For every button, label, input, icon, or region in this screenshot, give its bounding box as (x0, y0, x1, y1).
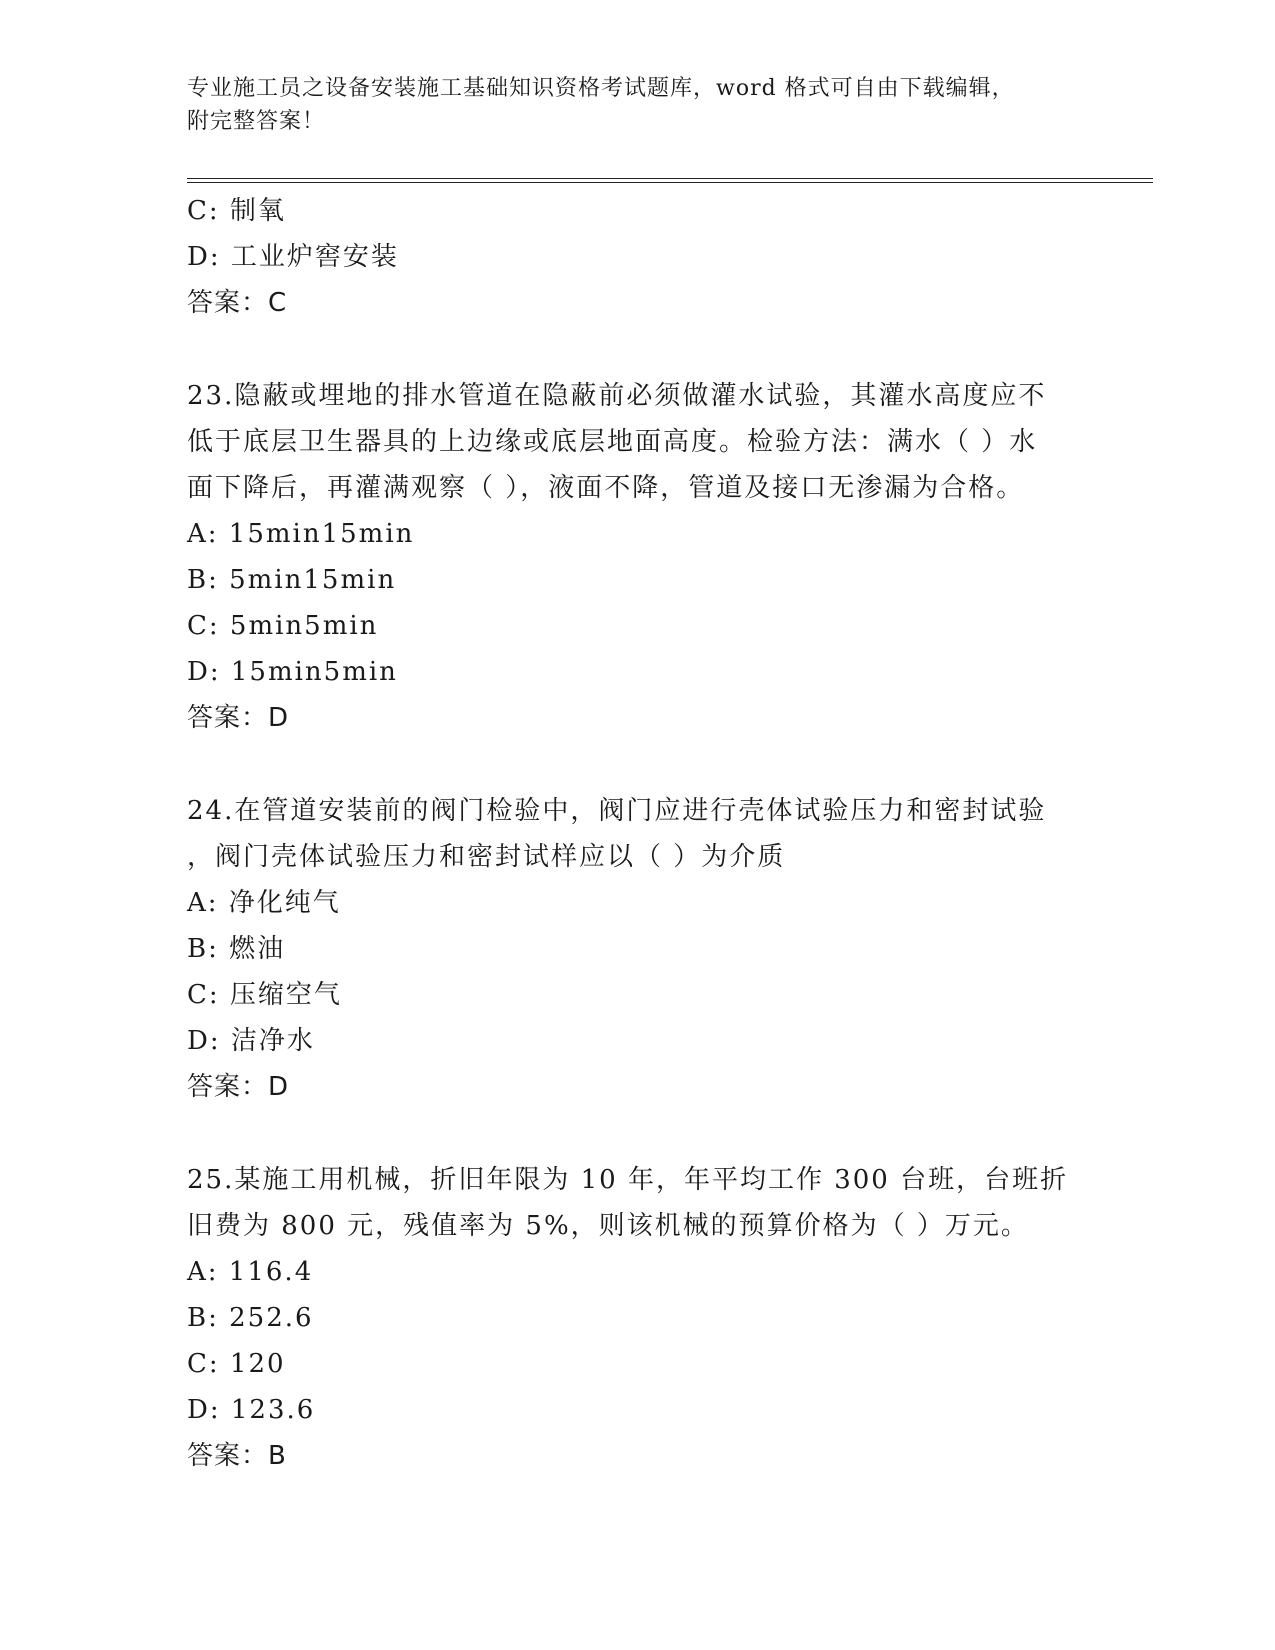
document-header (187, 72, 1067, 138)
option-b: B: 5min15min (187, 565, 397, 595)
question-text-line: 面下降后，再灌满观察（ ），液面不降，管道及接口无渗漏为合格。 (187, 473, 1025, 503)
option-b: B: 252.6 (187, 1303, 314, 1333)
option-d: D: 洁净水 (187, 1026, 315, 1056)
header-line-2: 附完整答案！ (187, 109, 326, 134)
option-a: A: 15min15min (187, 519, 415, 549)
question-list (187, 188, 1087, 1479)
option-d: D: 工业炉窖安装 (187, 242, 399, 272)
question-text-line: 23.隐蔽或埋地的排水管道在隐蔽前必须做灌水试验，其灌水高度应不 (187, 381, 1047, 411)
option-a: A: 116.4 (187, 1257, 314, 1287)
header-line-1: 专业施工员之设备安装施工基础知识资格考试题库，word 格式可自由下载编辑， (187, 76, 1015, 101)
option-c: C: 5min5min (187, 611, 379, 641)
question-text-line: 低于底层卫生器具的上边缘或底层地面高度。检验方法：满水（ ）水 (187, 427, 1038, 457)
answer-line: 答案：B (187, 1441, 287, 1471)
prev-question-block (187, 188, 1087, 326)
question-text-line: 旧费为 800 元，残值率为 5%，则该机械的预算价格为（ ）万元。 (187, 1211, 1029, 1241)
question-text (187, 373, 1067, 511)
question-text (187, 1157, 1067, 1249)
question-text-line: 25.某施工用机械，折旧年限为 10 年，年平均工作 300 台班，台班折 (187, 1165, 1069, 1195)
question-24 (187, 788, 1087, 1110)
option-d: D: 123.6 (187, 1395, 316, 1425)
question-text-line: 24.在管道安装前的阀门检验中，阀门应进行壳体试验压力和密封试验 (187, 796, 1047, 826)
question-text-line: ，阀门壳体试验压力和密封试样应以（ ）为介质 (187, 842, 786, 872)
option-c: C: 120 (187, 1349, 286, 1379)
header-divider-bottom (187, 182, 1153, 183)
option-c: C: 制氧 (187, 196, 286, 226)
answer-line: 答案：C (187, 288, 288, 318)
question-text (187, 788, 1067, 880)
option-c: C: 压缩空气 (187, 980, 342, 1010)
answer-line: 答案：D (187, 703, 290, 733)
question-25 (187, 1157, 1087, 1479)
option-b: B: 燃油 (187, 934, 286, 964)
option-d: D: 15min5min (187, 657, 398, 687)
option-a: A: 净化纯气 (187, 888, 341, 918)
question-23 (187, 373, 1087, 741)
answer-line: 答案：D (187, 1072, 290, 1102)
header-divider-top (187, 178, 1153, 179)
